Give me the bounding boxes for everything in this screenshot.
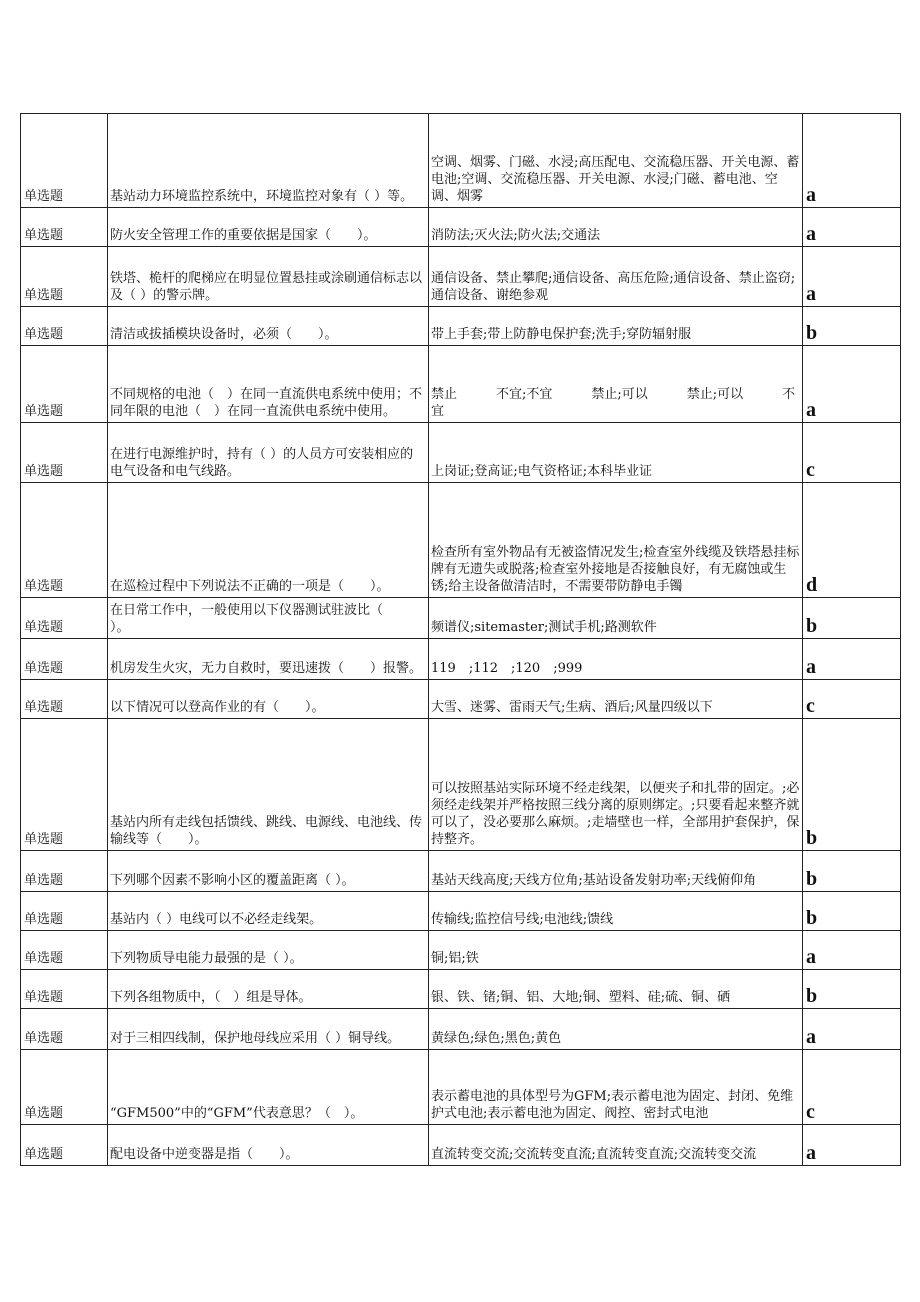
table-row xyxy=(21,931,901,970)
question-type-cell: 单选题 xyxy=(21,1125,108,1166)
table-row xyxy=(21,1050,901,1125)
table-row xyxy=(21,423,901,483)
options-cell: 银、铁、锗;铜、铝、大地;铜、塑料、硅;硫、铜、硒 xyxy=(429,970,803,1009)
question-cell: 以下情况可以登高作业的有（ ）。 xyxy=(108,680,429,719)
options-cell: 带上手套;带上防静电保护套;洗手;穿防辐射服 xyxy=(429,307,803,346)
question-table xyxy=(20,113,901,1166)
question-cell: 基站内所有走线包括馈线、跳线、电源线、电池线、传输线等（ ）。 xyxy=(108,719,429,851)
answer-cell: a xyxy=(803,931,901,970)
question-cell: 基站内（ ）电线可以不必经走线架。 xyxy=(108,892,429,931)
options-cell: 空调、烟雾、门磁、水浸;高压配电、交流稳压器、开关电源、蓄电池;空调、交流稳压器、开关电源、水浸;门磁、蓄电池、空调、烟雾 xyxy=(429,114,803,208)
options-cell: 铜;铝;铁 xyxy=(429,931,803,970)
options-cell: 可以按照基站实际环境不经走线架，以便夹子和扎带的固定。;必须经走线架并严格按照三线分离的原则绑定。;只要看起来整齐就可以了，没必要那么麻烦。;走墙壁也一样，全部用护套保护，保持整齐。 xyxy=(429,719,803,851)
question-cell: “GFM500”中的“GFM”代表意思？（ ）。 xyxy=(108,1050,429,1125)
options-cell: 检查所有室外物品有无被盗情况发生;检查室外线缆及铁塔悬挂标牌有无遗失或脱落;检查室外接地是否接触良好，有无腐蚀或生锈;给主设备做清洁时，不需要带防静电手镯 xyxy=(429,483,803,598)
table-row xyxy=(21,1009,901,1050)
question-type-cell: 单选题 xyxy=(21,970,108,1009)
answer-cell: c xyxy=(803,1050,901,1125)
options-cell: 表示蓄电池的具体型号为GFM;表示蓄电池为固定、封闭、免维护式电池;表示蓄电池为固定、阀控、密封式电池 xyxy=(429,1050,803,1125)
options-cell: 大雪、迷雾、雷雨天气;生病、酒后;风量四级以下 xyxy=(429,680,803,719)
question-cell: 不同规格的电池（ ）在同一直流供电系统中使用；不同年限的电池（ ）在同一直流供电系统中使用。 xyxy=(108,346,429,423)
answer-cell: c xyxy=(803,680,901,719)
question-cell: 基站动力环境监控系统中，环境监控对象有（ ）等。 xyxy=(108,114,429,208)
options-cell: 基站天线高度;天线方位角;基站设备发射功率;天线俯仰角 xyxy=(429,851,803,892)
table-row xyxy=(21,598,901,639)
answer-cell: a xyxy=(803,1009,901,1050)
answer-cell: a xyxy=(803,247,901,307)
question-type-cell: 单选题 xyxy=(21,423,108,483)
answer-cell: b xyxy=(803,970,901,1009)
options-cell: 禁止 不宜;不宜 禁止;可以 禁止;可以 不宜 xyxy=(429,346,803,423)
question-cell: 下列物质导电能力最强的是（ ）。 xyxy=(108,931,429,970)
options-cell: 频谱仪;sitemaster;测试手机;路测软件 xyxy=(429,598,803,639)
table-row xyxy=(21,639,901,680)
options-cell: 119 ;112 ;120 ;999 xyxy=(429,639,803,680)
question-type-cell: 单选题 xyxy=(21,346,108,423)
table-row xyxy=(21,680,901,719)
options-cell: 直流转变交流;交流转变直流;直流转变直流;交流转变交流 xyxy=(429,1125,803,1166)
question-cell: 铁塔、桅杆的爬梯应在明显位置悬挂或涂刷通信标志以及（ ）的警示牌。 xyxy=(108,247,429,307)
question-type-cell: 单选题 xyxy=(21,307,108,346)
answer-cell: a xyxy=(803,639,901,680)
options-cell: 上岗证;登高证;电气资格证;本科毕业证 xyxy=(429,423,803,483)
question-cell: 对于三相四线制，保护地母线应采用（ ）铜导线。 xyxy=(108,1009,429,1050)
question-type-cell: 单选题 xyxy=(21,114,108,208)
answer-cell: b xyxy=(803,892,901,931)
question-type-cell: 单选题 xyxy=(21,1009,108,1050)
question-type-cell: 单选题 xyxy=(21,680,108,719)
question-type-cell: 单选题 xyxy=(21,892,108,931)
question-cell: 机房发生火灾，无力自救时，要迅速拨（ ）报警。 xyxy=(108,639,429,680)
answer-cell: c xyxy=(803,423,901,483)
question-type-cell: 单选题 xyxy=(21,598,108,639)
question-type-cell: 单选题 xyxy=(21,719,108,851)
question-type-cell: 单选题 xyxy=(21,639,108,680)
question-cell: 在巡检过程中下列说法不正确的一项是（ ）。 xyxy=(108,483,429,598)
question-cell: 下列各组物质中，（ ）组是导体。 xyxy=(108,970,429,1009)
options-cell: 通信设备、禁止攀爬;通信设备、高压危险;通信设备、禁止盗窃;通信设备、谢绝参观 xyxy=(429,247,803,307)
table-row xyxy=(21,719,901,851)
question-type-cell: 单选题 xyxy=(21,483,108,598)
options-cell: 黄绿色;绿色;黑色;黄色 xyxy=(429,1009,803,1050)
table-row xyxy=(21,247,901,307)
question-cell: 下列哪个因素不影响小区的覆盖距离（ ）。 xyxy=(108,851,429,892)
question-cell: 防火安全管理工作的重要依据是国家（ ）。 xyxy=(108,208,429,247)
question-type-cell: 单选题 xyxy=(21,208,108,247)
table-row xyxy=(21,892,901,931)
table-row xyxy=(21,208,901,247)
options-cell: 传输线;监控信号线;电池线;馈线 xyxy=(429,892,803,931)
answer-cell: b xyxy=(803,851,901,892)
question-type-cell: 单选题 xyxy=(21,931,108,970)
answer-cell: b xyxy=(803,598,901,639)
answer-cell: b xyxy=(803,719,901,851)
table-row xyxy=(21,114,901,208)
answer-cell: d xyxy=(803,483,901,598)
table-row xyxy=(21,483,901,598)
question-type-cell: 单选题 xyxy=(21,1050,108,1125)
table-row xyxy=(21,307,901,346)
answer-cell: a xyxy=(803,114,901,208)
table-row xyxy=(21,851,901,892)
answer-cell: a xyxy=(803,346,901,423)
answer-cell: a xyxy=(803,1125,901,1166)
table-row xyxy=(21,970,901,1009)
question-cell: 配电设备中逆变器是指（ ）。 xyxy=(108,1125,429,1166)
question-cell: 在日常工作中，一般使用以下仪器测试驻波比（ ）。 xyxy=(108,598,429,639)
question-type-cell: 单选题 xyxy=(21,247,108,307)
answer-cell: b xyxy=(803,307,901,346)
table-row xyxy=(21,346,901,423)
answer-cell: a xyxy=(803,208,901,247)
options-cell: 消防法;灭火法;防火法;交通法 xyxy=(429,208,803,247)
question-type-cell: 单选题 xyxy=(21,851,108,892)
question-cell: 清洁或拔插模块设备时，必须（ ）。 xyxy=(108,307,429,346)
table-row xyxy=(21,1125,901,1166)
question-cell: 在进行电源维护时，持有（ ）的人员方可安装相应的电气设备和电气线路。 xyxy=(108,423,429,483)
